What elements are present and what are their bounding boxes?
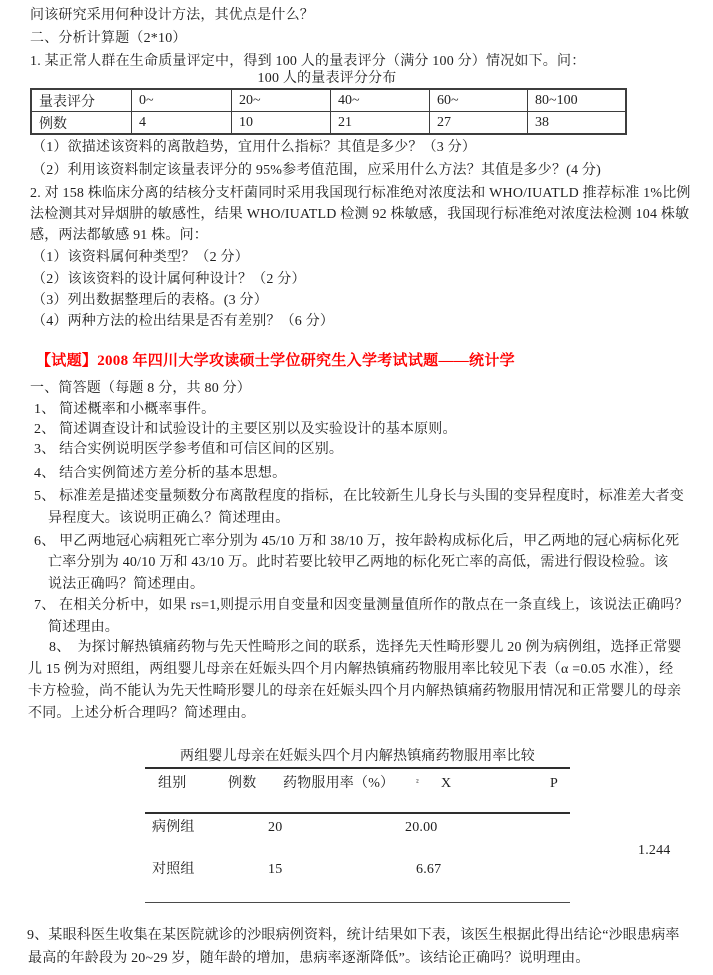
table1-header-cell: 量表评分 <box>31 89 132 112</box>
table2-col-n: 例数 <box>228 776 257 791</box>
item-7-line1: 7、 在相关分析中，如果 rs=1,则提示用自变量和因变量测量值所作的散点在一条直线上，该说法正确吗？ <box>34 598 689 613</box>
item-6-line3: 说法正确吗？简述理由。 <box>48 577 205 592</box>
table-row <box>31 112 626 135</box>
q2-sub3: （3）列出数据整理后的表格。(3 分） <box>32 293 268 308</box>
table1-header-cell: 20~ <box>232 89 331 112</box>
table2-top-rule <box>145 767 570 769</box>
q2-sub1: （1）该资料属何种类型？（2 分） <box>32 250 249 265</box>
q2-line3: 感，两法都敏感 91 株。问： <box>30 228 208 243</box>
q9-line2: 最高的年龄段为 20~29 岁，随年龄的增加，患病率逐渐降低”。该结论正确吗？说明理由。 <box>28 951 590 966</box>
table2-header-rule <box>145 812 570 814</box>
table2-row1-n: 20 <box>268 820 283 835</box>
q9-line1: 9、某眼科医生收集在某医院就诊的沙眼病例资料，统计结果如下表，该医生根据此得出结论“沙眼患病率 <box>27 928 680 943</box>
chi-square-value: 1.244 <box>638 843 671 858</box>
table1-data-cell: 38 <box>528 112 627 135</box>
table1-header-cell: 60~ <box>430 89 528 112</box>
table1-header-cell: 80~100 <box>528 89 627 112</box>
q2-line2: 法检测其对异烟肼的敏感性，结果 WHO/IUATLD 检测 92 株敏感，我国现行标准绝对浓度法检测 104 株敏 <box>30 207 690 222</box>
table2-col-chi: X <box>441 776 452 791</box>
table2-row2-n: 15 <box>268 862 283 877</box>
item-6-line2: 亡率分别为 40/10 万和 43/10 万。此时若要比较甲乙两地的标化死亡率的高低，需进行假设检验。该 <box>48 555 669 570</box>
item-8-line4: 不同。上述分析合理吗？简述理由。 <box>28 706 256 721</box>
table1-data-cell: 27 <box>430 112 528 135</box>
table2-col-group: 组别 <box>158 776 187 791</box>
question-design-line: 问该研究采用何种设计方法，其优点是什么？ <box>30 8 314 23</box>
item-1: 1、 简述概率和小概率事件。 <box>34 402 216 417</box>
section1-heading: 一、简答题（每题 8 分，共 80 分） <box>30 381 251 396</box>
q2-line1: 2. 对 158 株临床分离的结核分支杆菌同时采用我国现行标准绝对浓度法和 WHO/IUATLD 推荐标准 1%比例 <box>30 186 691 201</box>
q2-sub4: （4）两种方法的检出结果是否有差别？（6 分） <box>32 314 335 329</box>
table2-row2-rate: 6.67 <box>416 862 442 877</box>
table2-col-p: P <box>550 776 558 791</box>
q1-sub2: （2）利用该资料制定该量表评分的 95%参考值范围，应采用什么方法？其值是多少？(4 分) <box>32 163 601 178</box>
table2-chi-superscript: ² <box>416 777 419 787</box>
table2-row2-group: 对照组 <box>152 862 195 877</box>
item-3: 3、 结合实例说明医学参考值和可信区间的区别。 <box>34 442 344 457</box>
item-6-line1: 6、 甲乙两地冠心病粗死亡率分别为 45/10 万和 38/10 万，按年龄构成标化后，甲乙两地的冠心病标化死 <box>34 534 680 549</box>
q2-sub2: （2）该该资料的设计属何种设计？（2 分） <box>32 272 306 287</box>
item-8-line2: 儿 15 例为对照组，两组婴儿母亲在妊娠头四个月内解热镇痛药物服用率比较见下表（α =0.05 水准），经 <box>28 662 674 677</box>
score-distribution-table <box>30 88 627 135</box>
section2-heading: 二、分析计算题（2*10） <box>30 31 187 46</box>
table-row <box>31 89 626 112</box>
item-5-line2: 异程度大。该说明正确么？简述理由。 <box>48 511 290 526</box>
table1-data-cell: 4 <box>132 112 232 135</box>
item-7-line2: 简述理由。 <box>48 620 119 635</box>
table2-col-rate: 药物服用率（%） <box>283 776 395 791</box>
table1-title: 100 人的量表评分分布 <box>257 71 397 86</box>
q1-stem: 1. 某正常人群在生命质量评定中，得到 100 人的量表评分（满分 100 分）情况如下。问： <box>30 54 586 69</box>
table1-data-cell: 21 <box>331 112 430 135</box>
table2-row1-rate: 20.00 <box>405 820 438 835</box>
table1-header-cell: 0~ <box>132 89 232 112</box>
table2-bottom-rule <box>145 902 570 903</box>
item-5-line1: 5、 标准差是描述变量频数分布离散程度的指标，在比较新生儿身长与头围的变异程度时，标准差大者变 <box>34 489 684 504</box>
table2-title: 两组婴儿母亲在妊娠头四个月内解热镇痛药物服用率比较 <box>180 749 535 764</box>
table1-header-cell: 40~ <box>331 89 430 112</box>
q1-sub1: （1）欲描述该资料的离散趋势，宜用什么指标？其值是多少？（3 分） <box>32 140 477 155</box>
item-8-line1: 8、 为探讨解热镇痛药物与先天性畸形之间的联系，选择先天性畸形婴儿 20 例为病例组，选择正常婴 <box>49 640 682 655</box>
table1-data-cell: 例数 <box>31 112 132 135</box>
item-4: 4、 结合实例简述方差分析的基本思想。 <box>34 466 287 481</box>
table1-data-cell: 10 <box>232 112 331 135</box>
table2-row1-group: 病例组 <box>152 820 195 835</box>
item-2: 2、 简述调查设计和试验设计的主要区别以及实验设计的基本原则。 <box>34 422 457 437</box>
item-8-line3: 卡方检验，尚不能认为先天性畸形婴儿的母亲在妊娠头四个月内解热镇痛药物服用情况和正常婴儿的母亲 <box>28 684 682 699</box>
exam-2008-title: 【试题】2008 年四川大学攻读硕士学位研究生入学考试试题——统计学 <box>36 353 515 369</box>
